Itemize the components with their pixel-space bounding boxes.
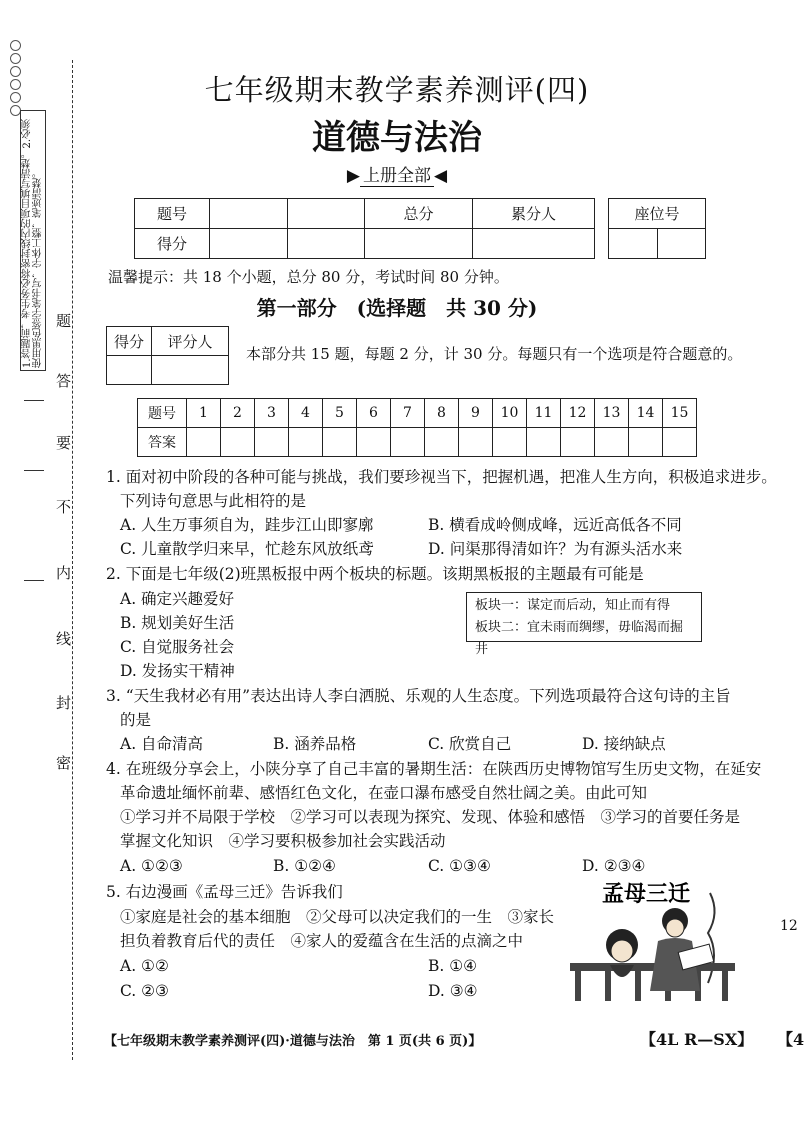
seal-char: 不 [56, 498, 72, 516]
exam-tip: 温馨提示：共 18 个小题，总分 80 分，考试时间 80 分钟。 [108, 268, 509, 286]
q2-option-a: A. 确定兴趣爱好 [120, 590, 235, 608]
q5-option-d: D. ③④ [428, 982, 478, 1000]
exam-code-next: 【4 [777, 1030, 804, 1049]
q3-option-c: C. 欣赏自己 [428, 735, 512, 753]
seal-char: 题 [56, 312, 72, 330]
binding-hole [10, 40, 21, 51]
answer-cell[interactable] [391, 428, 425, 457]
answer-cell[interactable] [595, 428, 629, 457]
q4-option-d: D. ②③④ [582, 857, 646, 875]
seal-char: 线 [56, 630, 72, 648]
binding-hole [10, 53, 21, 64]
answer-number: 13 [595, 399, 629, 428]
grader-cell[interactable] [107, 356, 152, 385]
exam-title: 七年级期末教学素养测评(四) [204, 73, 590, 107]
answer-cell[interactable] [187, 428, 221, 457]
q2-stem: 2. 下面是七年级(2)班黑板报中两个板块的标题。该期黑板报的主题最有可能是 [106, 565, 644, 583]
board-section-2: 板块二：宜未雨而绸缪，毋临渴而掘井 [475, 620, 684, 657]
answer-number: 6 [357, 399, 391, 428]
seat-cell[interactable] [609, 229, 658, 259]
answer-table [137, 398, 697, 457]
board-section-1: 板块一：谋定而后动，知止而有得 [475, 598, 671, 613]
answer-number: 4 [289, 399, 323, 428]
score-header: 累分人 [473, 199, 595, 229]
answer-cell[interactable] [629, 428, 663, 457]
seat-cell[interactable] [657, 229, 706, 259]
seat-table [608, 198, 706, 259]
q4-stem-cont: 革命遗址缅怀前辈、感悟红色文化，在壶口瀑布感受自然壮阔之美。由此可知 [120, 784, 648, 802]
q4-option-b: B. ①②④ [273, 857, 336, 875]
fill-line [24, 400, 44, 401]
q1-option-b: B. 横看成岭侧成峰，远近高低各不同 [428, 516, 682, 534]
answer-cell[interactable] [425, 428, 459, 457]
score-header: 题号 [135, 199, 210, 229]
q5-option-a: A. ①② [120, 957, 169, 975]
q2-option-d: D. 发扬实干精神 [120, 662, 235, 680]
seal-char: 答 [56, 372, 72, 390]
comic-title: 孟母三迁 [602, 882, 691, 907]
part-note: 本部分共 15 题，每题 2 分，计 30 分。每题只有一个选项是符合题意的。 [246, 345, 743, 363]
answer-number: 5 [323, 399, 357, 428]
score-table [134, 198, 595, 259]
answer-cell[interactable] [221, 428, 255, 457]
answer-cell[interactable] [357, 428, 391, 457]
answer-cell[interactable] [561, 428, 595, 457]
q3-option-a: A. 自命清高 [120, 735, 204, 753]
answer-number: 8 [425, 399, 459, 428]
q1-option-d: D. 问渠那得清如许？为有源头活水来 [428, 540, 683, 558]
seal-char: 封 [56, 694, 72, 712]
score-header: 总分 [365, 199, 473, 229]
triangle-right-icon: ▶ [346, 166, 360, 186]
q2-option-c: C. 自觉服务社会 [120, 638, 235, 656]
answer-cell[interactable] [663, 428, 697, 457]
seal-char: 内 [56, 564, 72, 582]
q4-statements: ①学习并不局限于学校 ②学习可以表现为探究、发现、体验和感悟 ③学习的首要任务是 [120, 808, 741, 826]
score-cell[interactable] [210, 229, 288, 259]
answer-number: 12 [561, 399, 595, 428]
answer-number: 10 [493, 399, 527, 428]
answer-cell[interactable] [323, 428, 357, 457]
score-cell[interactable] [288, 229, 365, 259]
q1-stem: 1. 面对初中阶段的各种可能与挑战，我们要珍视当下，把握机遇，把准人生方向，积极追求进步。 [106, 468, 777, 486]
scope-text: 上册全部 [360, 161, 434, 187]
score-cell[interactable] [473, 229, 595, 259]
exam-notice: 1.答题前，考生务必将密封线内的项目填写清楚。2.必须使用黑色签字笔书写，字体工整，笔迹清楚。 [20, 110, 46, 371]
q3-stem: 3. “天生我材必有用”表达出诗人李白洒脱、乐观的人生态度。下列选项最符合这句诗的主旨 [106, 687, 731, 705]
q4-option-c: C. ①③④ [428, 857, 491, 875]
answer-number: 14 [629, 399, 663, 428]
fill-line [24, 580, 44, 581]
score-header [288, 199, 365, 229]
grader-header: 得分 [107, 327, 152, 356]
exam-code: 【4L R—SX】 [640, 1030, 754, 1049]
q5-option-c: C. ②③ [120, 982, 169, 1000]
blackboard-box [466, 592, 702, 657]
fill-line [24, 470, 44, 471]
q3-stem-cont: 的是 [120, 711, 152, 729]
q5-statements: ①家庭是社会的基本细胞 ②父母可以决定我们的一生 ③家长 [120, 908, 555, 926]
grader-cell[interactable] [152, 356, 229, 385]
answer-number: 9 [459, 399, 493, 428]
triangle-left-icon: ◀ [434, 166, 448, 186]
part-title: 第一部分 (选择题 共 30 分) [256, 296, 538, 320]
answer-cell[interactable] [493, 428, 527, 457]
answer-cell[interactable] [459, 428, 493, 457]
seal-char: 密 [56, 754, 72, 772]
answer-cell[interactable] [289, 428, 323, 457]
answer-number: 11 [527, 399, 561, 428]
seal-char: 要 [56, 434, 72, 452]
side-number: 12 [780, 918, 798, 934]
q4-stem: 4. 在班级分享会上，小陕分享了自己丰富的暑期生活：在陕西历史博物馆写生历史文物，在延安 [106, 760, 762, 778]
grader-header: 评分人 [152, 327, 229, 356]
q4-statements-cont: 掌握文化知识 ④学习要积极参加社会实践活动 [120, 832, 446, 850]
q1-option-a: A. 人生万事须自为，跬步江山即寥廓 [120, 516, 374, 534]
q5-option-b: B. ①④ [428, 957, 478, 975]
answer-number: 1 [187, 399, 221, 428]
answer-cell[interactable] [527, 428, 561, 457]
answer-number: 3 [255, 399, 289, 428]
answer-row-label: 答案 [138, 428, 187, 457]
q1-stem-cont: 下列诗句意思与此相符的是 [120, 492, 307, 510]
q4-option-a: A. ①②③ [120, 857, 183, 875]
q5-stem: 5. 右边漫画《孟母三迁》告诉我们 [106, 883, 343, 901]
q3-option-d: D. 接纳缺点 [582, 735, 666, 753]
scope-label [0, 161, 794, 187]
subject-title: 道德与法治 [312, 118, 482, 158]
q3-option-b: B. 涵养品格 [273, 735, 357, 753]
answer-number: 2 [221, 399, 255, 428]
q5-statements-cont: 担负着教育后代的责任 ④家人的爱蕴含在生活的点滴之中 [120, 932, 524, 950]
grader-table [106, 326, 229, 385]
score-cell[interactable] [365, 229, 473, 259]
answer-cell[interactable] [255, 428, 289, 457]
comic-illustration [560, 873, 742, 1013]
q2-option-b: B. 规划美好生活 [120, 614, 235, 632]
answer-row-label: 题号 [138, 399, 187, 428]
seat-label: 座位号 [609, 199, 706, 229]
answer-number: 15 [663, 399, 697, 428]
page-footer: 【七年级期末教学素养测评(四)·道德与法治 第 1 页(共 6 页)】 [104, 1034, 482, 1049]
answer-number: 7 [391, 399, 425, 428]
score-row-label: 得分 [135, 229, 210, 259]
score-header [210, 199, 288, 229]
seal-line [72, 60, 74, 1060]
q1-option-c: C. 儿童散学归来早，忙趁东风放纸鸢 [120, 540, 374, 558]
